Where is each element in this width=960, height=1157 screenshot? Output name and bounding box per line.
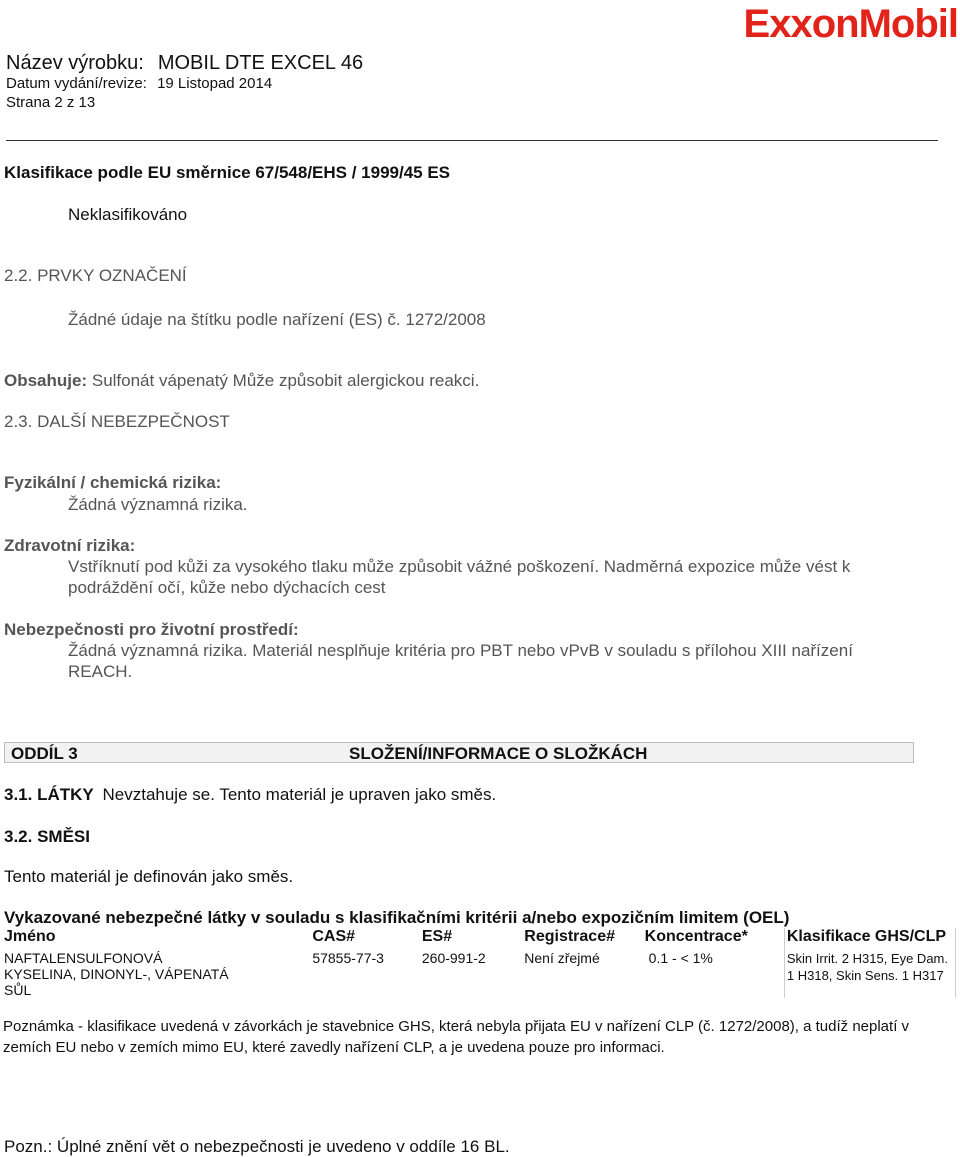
health-hazards-text-line1: Vstříknutí pod kůži za vysokého tlaku může způsobit vážné poškození. Nadměrná expozice může vést k [68, 557, 851, 576]
label-elements-text: Žádné údaje na štítku podle nařízení (ES) č. 1272/2008 [68, 310, 486, 329]
col-header-concentration: Koncentrace* [644, 928, 748, 945]
cell-classification: Skin Irrit. 2 H315, Eye Dam. 1 H318, Skin Sens. 1 H317 [784, 948, 955, 998]
page-number: Strana 2 z 13 [6, 94, 96, 111]
composition-table [2, 928, 956, 998]
cell-cas: 57855-77-3 [312, 950, 384, 966]
physchem-hazards-text: Žádná významná rizika. [68, 495, 248, 514]
section-3-number: ODDÍL 3 [11, 744, 78, 763]
label-elements-heading: 2.2. PRVKY OZNAČENÍ [4, 266, 187, 285]
revision-date-label: Datum vydání/revize: [6, 75, 147, 92]
physchem-hazards-label: Fyzikální / chemická rizika: [4, 473, 222, 492]
substances-line [4, 785, 496, 805]
contains-label: Obsahuje: [4, 371, 88, 390]
section-3-header [4, 742, 914, 763]
mixtures-label: 3.2. SMĚSI [4, 827, 90, 846]
substances-text: Nevztahuje se. Tento materiál je upraven jako směs. [102, 785, 497, 804]
col-header-classification: Klasifikace GHS/CLP [784, 928, 955, 948]
col-header-es: ES# [421, 928, 453, 945]
contains-text: Sulfonát vápenatý Může způsobit alergickou reakci. [91, 371, 480, 390]
col-header-registration: Registrace# [524, 928, 615, 945]
col-header-cas: CAS# [312, 928, 356, 945]
eu-classification-value: Neklasifikováno [68, 205, 188, 224]
exxonmobil-logo: ExxonMobil [743, 2, 958, 46]
env-hazards-text-line1: Žádná významná rizika. Materiál nesplňuje kritéria pro PBT nebo vPvB v souladu s přílohou XIII nařízení [68, 641, 853, 660]
header-divider [6, 140, 938, 141]
health-hazards-text-line2: podráždění očí, kůže nebo dýchacích cest [68, 578, 386, 597]
product-name-value: MOBIL DTE EXCEL 46 [157, 52, 364, 74]
product-name-line [6, 52, 363, 75]
classification-note: Poznámka - klasifikace uvedená v závorkách je stavebnice GHS, která nebyla přijata EU v nařízení CLP (č. 1272/2008), a tudíž neplatí v zemích EU nebo v zemích mimo EU, které zavedly nařízení CLP, a je uvedena pouze pro informaci. [3, 1018, 910, 1056]
cell-registration: Není zřejmé [524, 950, 600, 966]
substances-label: 3.1. LÁTKY [4, 785, 94, 804]
env-hazards-label: Nebezpečnosti pro životní prostředí: [4, 620, 299, 639]
cell-concentration: 0.1 - < 1% [648, 950, 713, 966]
product-name-label: Název výrobku: [6, 52, 144, 74]
cell-es: 260-991-2 [421, 950, 486, 966]
other-hazards-heading: 2.3. DALŠÍ NEBEZPEČNOST [4, 412, 230, 431]
revision-date-value: 19 Listopad 2014 [157, 75, 273, 92]
revision-date-line [6, 75, 272, 92]
eu-classification-heading: Klasifikace podle EU směrnice 67/548/EHS / 1999/45 ES [4, 163, 451, 182]
reported-substances-heading: Vykazované nebezpečné látky v souladu s klasifikačními kritérii a/nebo expozičním limitem (OEL) [4, 908, 790, 927]
health-hazards-label: Zdravotní rizika: [4, 536, 136, 555]
mixture-text: Tento materiál je definován jako směs. [4, 867, 294, 886]
cell-name: NAFTALENSULFONOVÁ KYSELINA, DINONYL-, VÁPENATÁ SŮL [4, 950, 229, 998]
contains-line [4, 371, 479, 391]
section-3-title: SLOŽENÍ/INFORMACE O SLOŽKÁCH [349, 744, 648, 763]
footer-note: Pozn.: Úplné znění vět o nebezpečnosti je uvedeno v oddíle 16 BL. [4, 1137, 510, 1156]
col-header-name: Jméno [4, 928, 56, 945]
env-hazards-text-line2: REACH. [68, 662, 133, 681]
table-row [2, 948, 956, 998]
table-header-row [2, 928, 956, 948]
